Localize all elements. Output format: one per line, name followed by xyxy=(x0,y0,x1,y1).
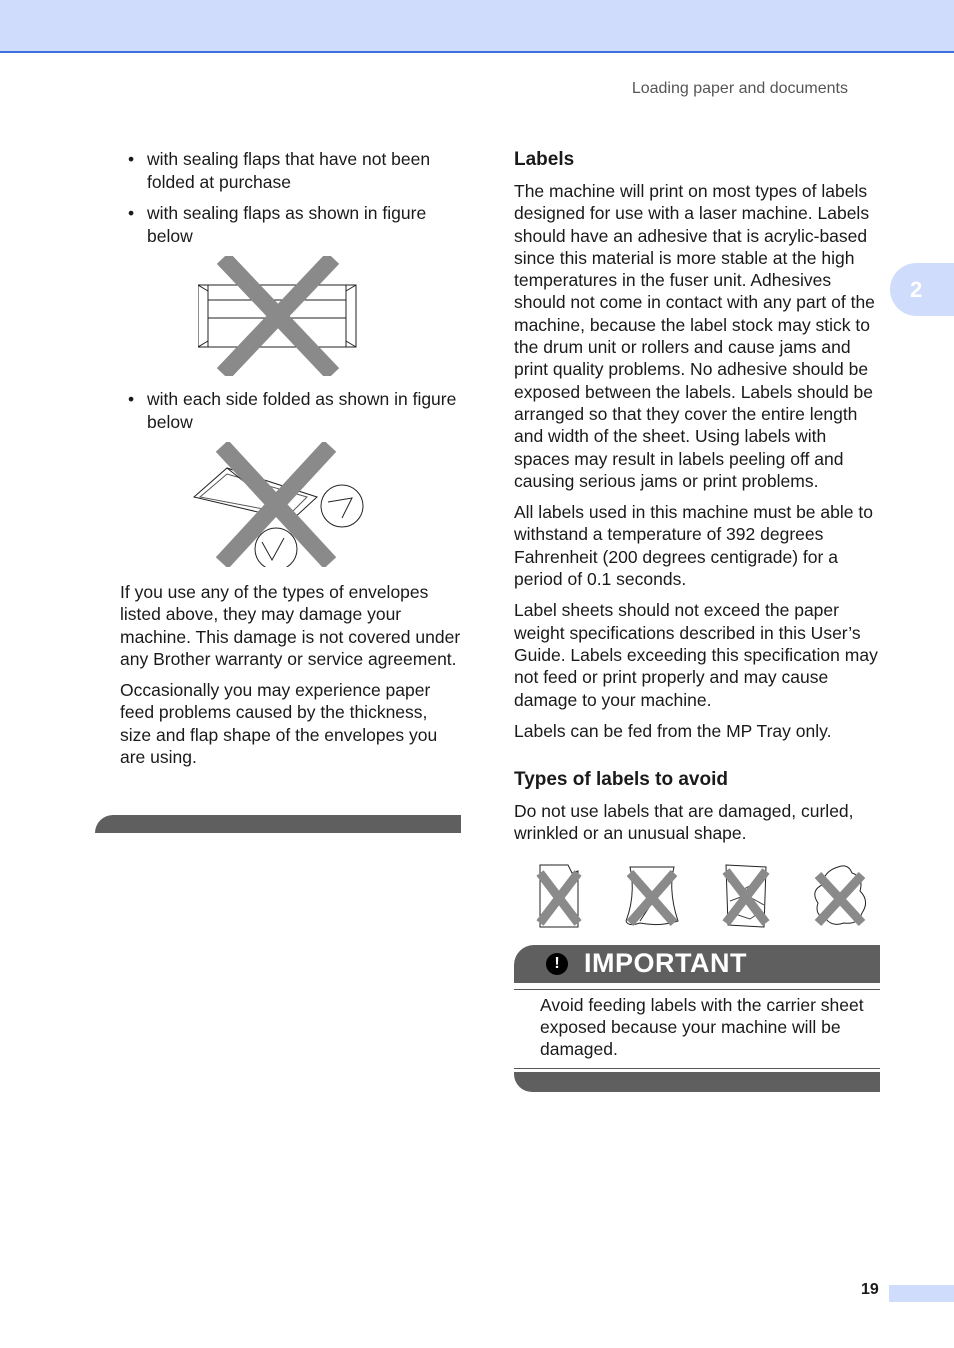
important-header xyxy=(514,945,880,983)
running-title: Loading paper and documents xyxy=(631,80,848,97)
bullet-item: • with each side folded as shown in figure below xyxy=(120,388,462,433)
unusual-shape-label-icon xyxy=(808,861,872,931)
avoid-heading: Types of labels to avoid xyxy=(514,769,728,791)
bullet-item: • with sealing flaps that have not been folded at purchase xyxy=(120,148,462,193)
paragraph: The machine will print on most types of labels designed for use with a laser machine. Labels should have an adhesive that is acrylic-based since this material is more stable at the high temperatures in the fuser unit. Adhesives should not come in contact with any part of the machine, because the label stock may stick to the drum unit or rollers and cause jams and print quality problems. No adhesive should be exposed between the labels. Labels should be arranged so that they cover the entire length and width of the sheet. Using labels with spaces may result in labels peeling off and causing serious jams or print problems. xyxy=(514,181,875,491)
paragraph: Occasionally you may experience paper feed problems caused by the thickness, size and flap shape of the envelopes you are using. xyxy=(120,680,438,768)
chapter-tab xyxy=(890,263,954,316)
important-text: Avoid feeding labels with the carrier sheet exposed because your machine will be damaged. xyxy=(514,989,880,1069)
envelope-folded-crossed-figure xyxy=(192,442,367,567)
envelope-flap-crossed-figure xyxy=(198,256,358,376)
page-number-bar xyxy=(889,1285,954,1302)
right-column xyxy=(514,148,880,1092)
damaged-labels-figure xyxy=(526,861,880,931)
labels-heading: Labels xyxy=(514,149,575,170)
important-footer-bar xyxy=(514,1072,880,1092)
damaged-label-icon xyxy=(526,861,590,931)
important-box xyxy=(514,945,880,1092)
curled-label-icon xyxy=(620,861,684,931)
left-column xyxy=(120,148,462,777)
paragraph: Label sheets should not exceed the paper weight specifications described in this User’s Guide. Labels exceeding this specification may not feed or print properly and may cause damage to your machine. xyxy=(514,600,878,710)
paragraph: If you use any of the types of envelopes listed above, they may damage your machine. This damage is not covered under any Brother warranty or service agreement. xyxy=(120,582,461,669)
chapter-number: 2 xyxy=(910,276,923,302)
paragraph: Do not use labels that are damaged, curled, wrinkled or an unusual shape. xyxy=(514,801,854,844)
warning-icon: ! xyxy=(546,953,568,975)
important-title: IMPORTANT xyxy=(584,948,747,979)
header-band xyxy=(0,0,954,53)
page-number: 19 xyxy=(861,1281,879,1298)
wrinkled-label-icon xyxy=(714,861,778,931)
bullet-item: • with sealing flaps as shown in figure below xyxy=(120,202,462,247)
paragraph: All labels used in this machine must be able to withstand a temperature of 392 degrees Fahrenheit (200 degrees centigrade) for a period of 0.1 seconds. xyxy=(514,502,873,590)
paragraph: Labels can be fed from the MP Tray only. xyxy=(514,720,832,741)
section-end-bar xyxy=(95,815,461,833)
